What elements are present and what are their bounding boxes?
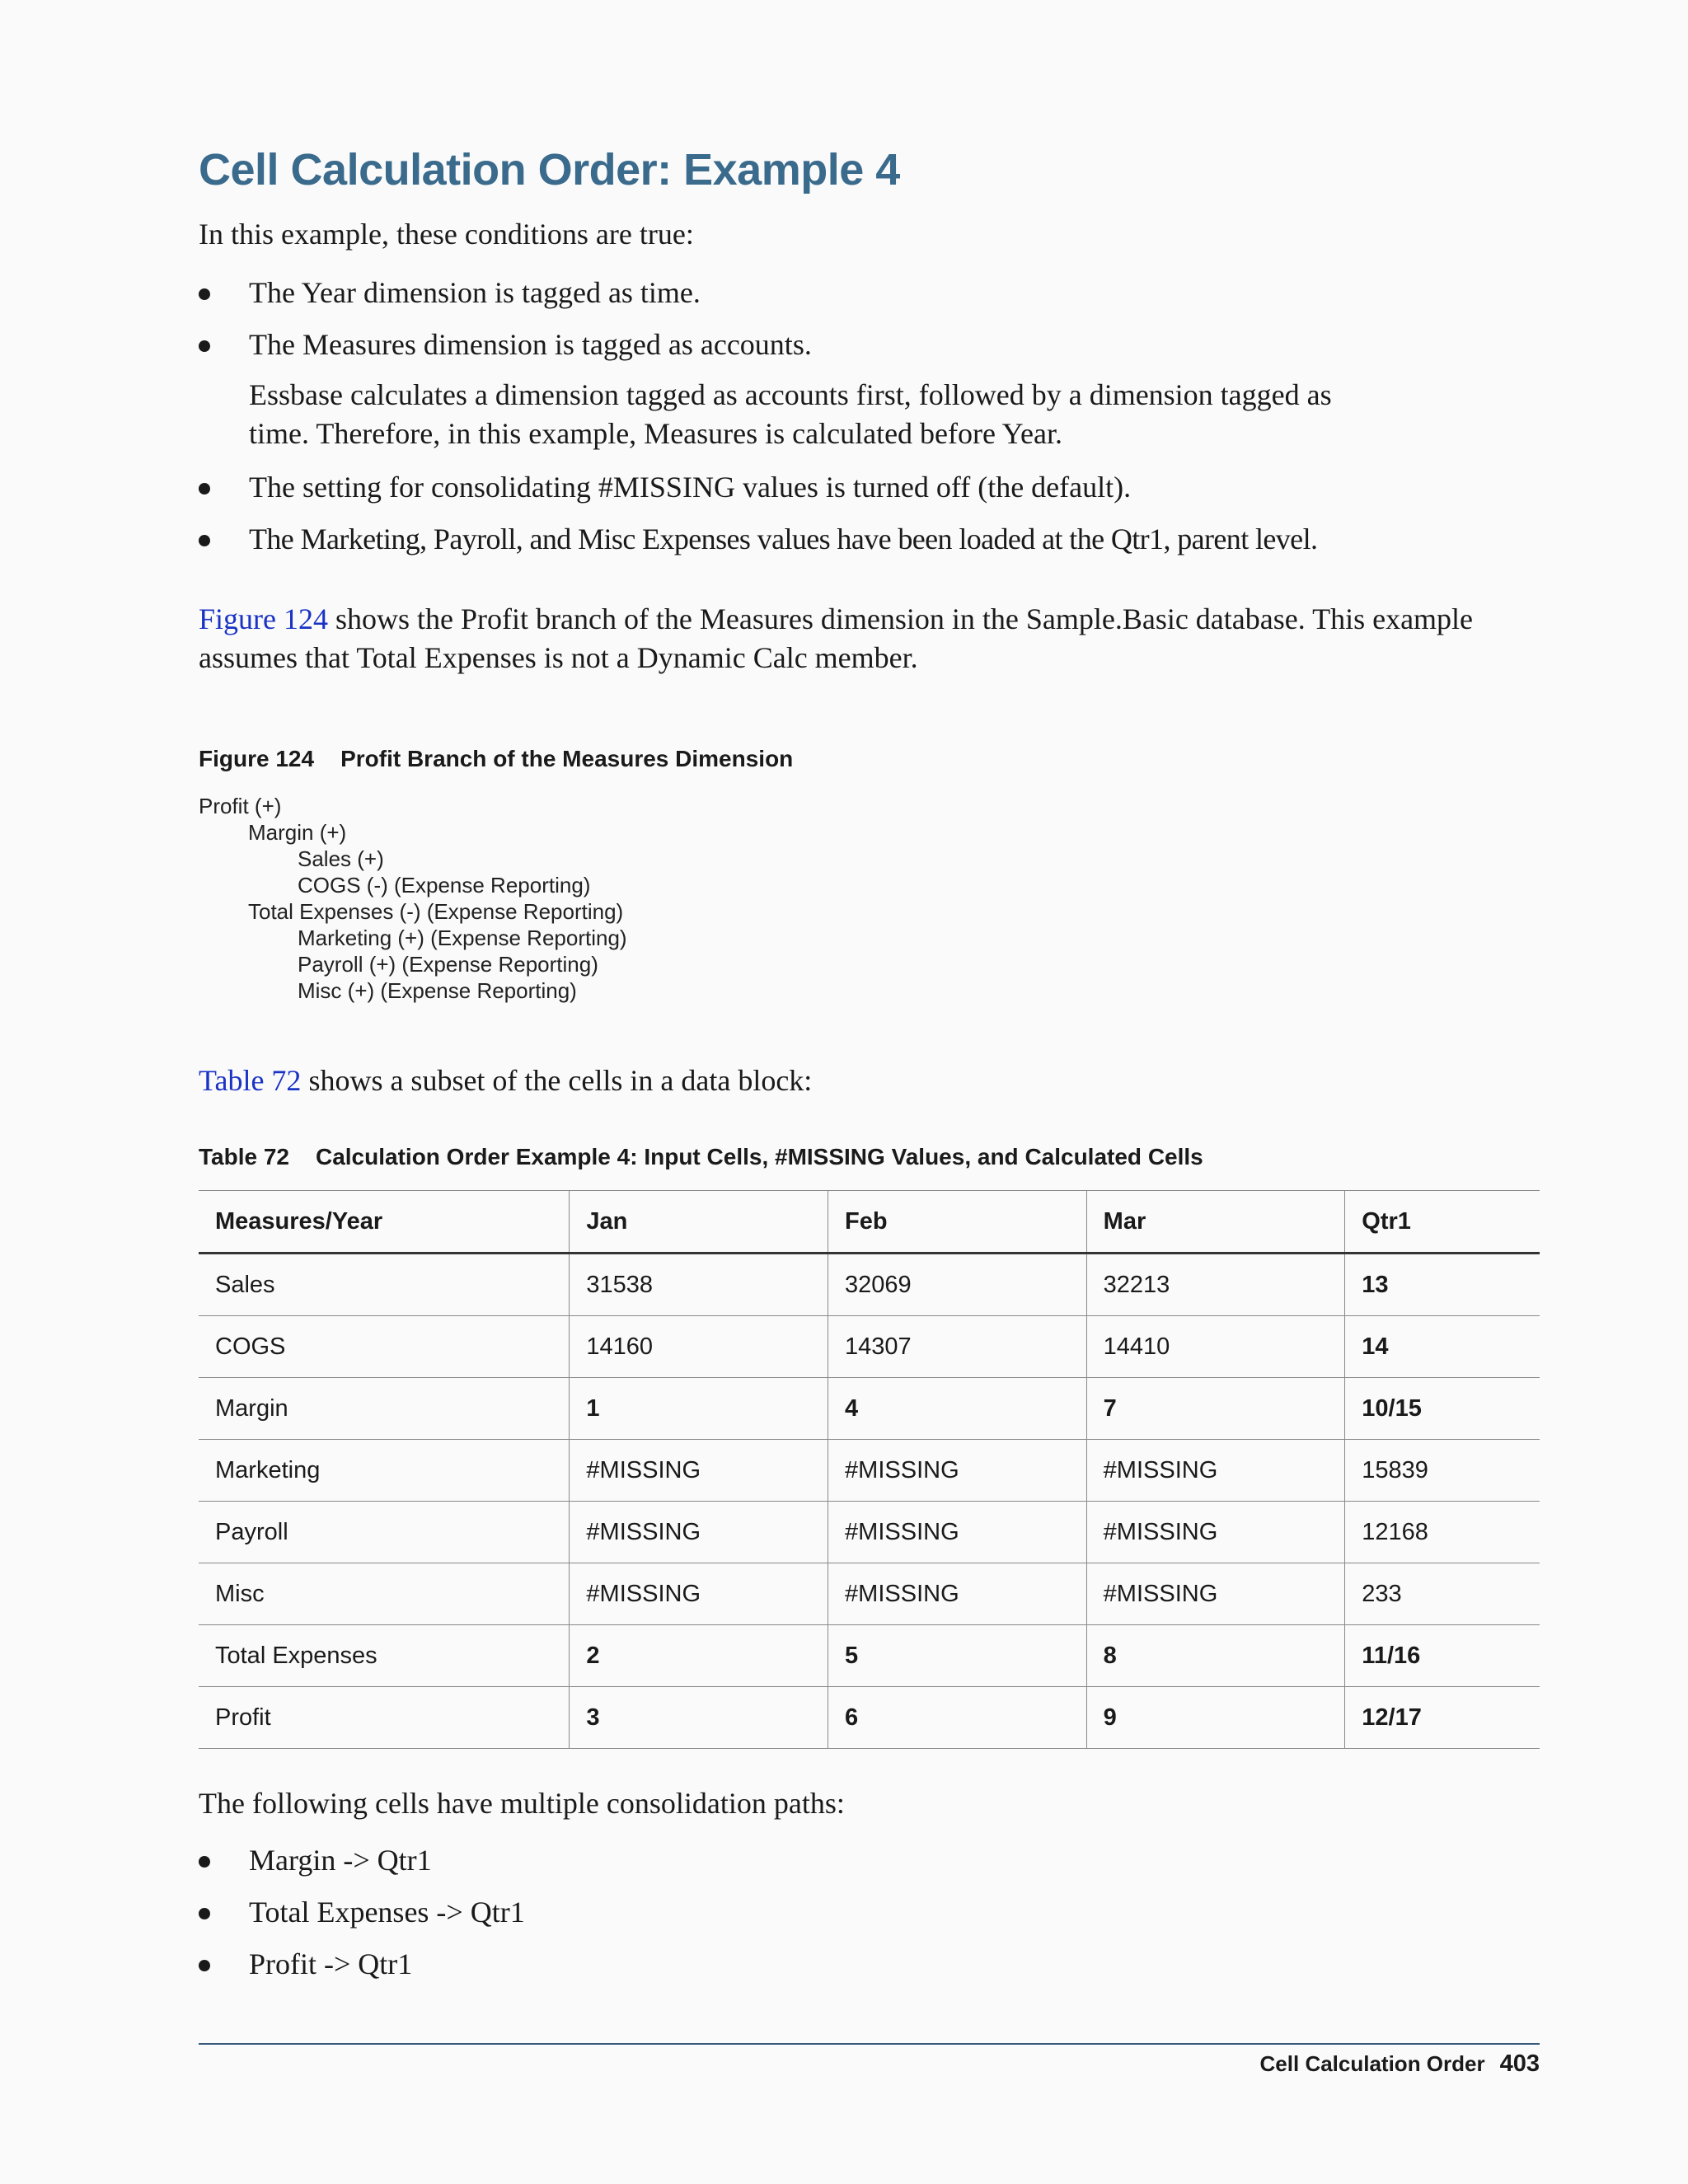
table-cell: #MISSING (828, 1440, 1087, 1502)
table-cell: #MISSING (1086, 1563, 1345, 1625)
table-row (199, 1502, 1540, 1563)
tree-node: Misc (+) (Expense Reporting) (298, 978, 577, 1003)
table-row (199, 1440, 1540, 1502)
table-cell: 15839 (1345, 1440, 1540, 1502)
bullet-icon (199, 535, 210, 546)
table-cell: Total Expenses (199, 1625, 570, 1687)
table-cell: #MISSING (570, 1563, 828, 1625)
tree-node: Margin (+) (248, 820, 347, 845)
table-cell: 32069 (828, 1254, 1087, 1316)
bullet-icon (199, 288, 210, 300)
column-header: Feb (828, 1191, 1087, 1254)
list-item: Total Expenses -> Qtr1 (199, 1891, 1540, 1943)
intro-text: In this example, these conditions are true: (199, 218, 694, 251)
tree-node: Payroll (+) (Expense Reporting) (298, 952, 598, 977)
paths-list (199, 1840, 1540, 1995)
page-number: 403 (1499, 2050, 1540, 2077)
table-cell: Sales (199, 1254, 570, 1316)
page-footer (1260, 2050, 1540, 2078)
table-cell: 1 (570, 1378, 828, 1440)
table-cell: 13 (1345, 1254, 1540, 1316)
note-text: Essbase calculates a dimension tagged as accounts first, followed by a dimension tagged as time. Therefore, in this example, Measures is calculated before Year. (249, 378, 1332, 450)
table-cell: #MISSING (570, 1502, 828, 1563)
column-header: Mar (1086, 1191, 1345, 1254)
list-item: The Marketing, Payroll, and Misc Expenses values have been loaded at the Qtr1, parent level. (199, 518, 1540, 570)
table-cell: 14410 (1086, 1316, 1345, 1378)
table-cell: 6 (828, 1687, 1087, 1749)
column-header: Jan (570, 1191, 828, 1254)
table-72-link[interactable]: Table 72 (199, 1064, 302, 1097)
list-item: Margin -> Qtr1 (199, 1840, 1540, 1891)
table-cell: #MISSING (570, 1440, 828, 1502)
figure-caption: Figure 124 Profit Branch of the Measures Dimension (199, 746, 794, 771)
table-cell: 12168 (1345, 1502, 1540, 1563)
table-cell: 5 (828, 1625, 1087, 1687)
table-cell: Margin (199, 1378, 570, 1440)
table-cell: 14160 (570, 1316, 828, 1378)
page-title: Cell Calculation Order: Example 4 (199, 145, 900, 194)
table-cell: #MISSING (1086, 1440, 1345, 1502)
table-row (199, 1254, 1540, 1316)
table-row (199, 1563, 1540, 1625)
table-cell: 8 (1086, 1625, 1345, 1687)
table-cell: 11/16 (1345, 1625, 1540, 1687)
table-caption: Table 72 Calculation Order Example 4: Input Cells, #MISSING Values, and Calculated Cells (199, 1144, 1203, 1169)
list-item: The Year dimension is tagged as time. (199, 272, 1540, 324)
table-cell: 32213 (1086, 1254, 1345, 1316)
tree-node: Marketing (+) (Expense Reporting) (298, 926, 627, 950)
tree-node: COGS (-) (Expense Reporting) (298, 873, 591, 898)
tree-node: Sales (+) (298, 846, 384, 871)
table-header-row (199, 1191, 1540, 1254)
table-cell: 14 (1345, 1316, 1540, 1378)
table-cell: 14307 (828, 1316, 1087, 1378)
tree-node: Total Expenses (-) (Expense Reporting) (248, 899, 624, 924)
table-cell: 2 (570, 1625, 828, 1687)
tree-node: Profit (+) (199, 794, 282, 818)
table-cell: 233 (1345, 1563, 1540, 1625)
table-row (199, 1378, 1540, 1440)
table-cell: 7 (1086, 1378, 1345, 1440)
table-cell: COGS (199, 1316, 570, 1378)
figure-124-link[interactable]: Figure 124 (199, 602, 328, 635)
table-row (199, 1316, 1540, 1378)
list-item: The Measures dimension is tagged as accounts. (199, 324, 1540, 376)
figure-reference-paragraph: Figure 124 shows the Profit branch of the Measures dimension in the Sample.Basic database. This example assumes that Total Expenses is not a Dynamic Calc member. (199, 602, 1474, 674)
table-cell: 3 (570, 1687, 828, 1749)
bullet-icon (199, 340, 210, 352)
bullet-icon (199, 483, 210, 494)
bullet-icon (199, 1960, 210, 1971)
calculation-order-table (199, 1190, 1540, 1749)
bullet-icon (199, 1856, 210, 1868)
table-cell: Profit (199, 1687, 570, 1749)
table-cell: 31538 (570, 1254, 828, 1316)
table-cell: 4 (828, 1378, 1087, 1440)
table-cell: #MISSING (828, 1563, 1087, 1625)
column-header: Qtr1 (1345, 1191, 1540, 1254)
table-row (199, 1625, 1540, 1687)
consolidation-paragraph: The following cells have multiple consolidation paths: (199, 1787, 845, 1820)
table-row (199, 1687, 1540, 1749)
table-cell: 10/15 (1345, 1378, 1540, 1440)
footer-section-title: Cell Calculation Order (1259, 2051, 1485, 2076)
table-cell: 12/17 (1345, 1687, 1540, 1749)
table-cell: Payroll (199, 1502, 570, 1563)
table-cell: 9 (1086, 1687, 1345, 1749)
column-header: Measures/Year (199, 1191, 570, 1254)
list-item: The setting for consolidating #MISSING values is turned off (the default). (199, 466, 1540, 518)
footer-divider (199, 2043, 1540, 2045)
table-reference-paragraph: Table 72 shows a subset of the cells in a data block: (199, 1064, 813, 1097)
table-cell: Misc (199, 1563, 570, 1625)
conditions-list (199, 272, 1540, 570)
bullet-icon (199, 1908, 210, 1919)
table-cell: Marketing (199, 1440, 570, 1502)
list-item: Profit -> Qtr1 (199, 1943, 1540, 1995)
table-cell: #MISSING (1086, 1502, 1345, 1563)
table-cell: #MISSING (828, 1502, 1087, 1563)
measures-tree (199, 793, 627, 1004)
